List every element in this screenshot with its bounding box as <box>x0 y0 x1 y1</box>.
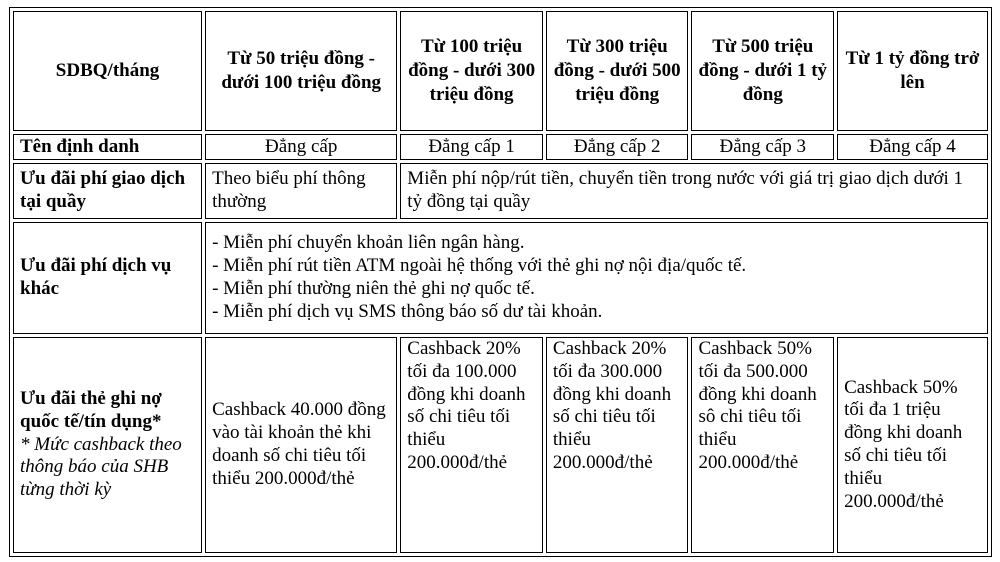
row-label-name: Tên định danh <box>13 134 202 160</box>
card-cashback-cell: Cashback 50% tối đa 500.000 đồng khi doanh sô chi tiêu tối thiểu 200.000đ/thẻ <box>691 337 834 553</box>
tier-name-cell: Đẳng cấp 1 <box>400 134 543 160</box>
list-item: - Miễn phí chuyển khoản liên ngân hàng. <box>212 232 525 254</box>
counter-base-cell: Theo biểu phí thông thường <box>205 163 397 219</box>
header-row <box>13 11 988 131</box>
card-cashback-cell: Cashback 50% tối đa 1 triệu đồng khi doanh số chi tiêu tối thiểu 200.000đ/thẻ <box>837 337 988 553</box>
header-tier-3: Từ 500 triệu đồng - dưới 1 tỷ đồng <box>691 11 834 131</box>
header-tier-4: Từ 1 tỷ đồng trở lên <box>837 11 988 131</box>
tier-name-cell: Đẳng cấp 2 <box>546 134 689 160</box>
card-note: * Mức cashback theo thông báo của SHB từng thời kỳ <box>20 433 182 501</box>
card-cashback-cell: Cashback 20% tối đa 300.000 đồng khi doanh số chi tiêu tối thiểu 200.000đ/thẻ <box>546 337 689 553</box>
card-label: Ưu đãi thẻ ghi nợ quốc tế/tín dụng* <box>20 388 162 432</box>
tier-name-cell: Đẳng cấp <box>205 134 397 160</box>
header-tier-base: Từ 50 triệu đồng - dưới 100 triệu đồng <box>205 11 397 131</box>
table-row-counter <box>13 163 988 219</box>
card-cashback-cell: Cashback 20% tối đa 100.000 đồng khi doanh số chi tiêu tối thiểu 200.000đ/thẻ <box>400 337 543 553</box>
card-cashback-cell: Cashback 40.000 đồng vào tài khoản thẻ khi doanh số chi tiêu tối thiểu 200.000đ/thẻ <box>205 337 397 553</box>
header-sdbq: SDBQ/tháng <box>13 11 202 131</box>
benefits-table-frame <box>9 7 992 557</box>
row-label-other: Ưu đãi phí dịch vụ khác <box>13 222 202 334</box>
benefits-table <box>10 8 991 556</box>
list-item: - Miễn phí thường niên thẻ ghi nợ quốc tế. <box>212 278 535 299</box>
table-row-card <box>13 337 988 553</box>
list-item: - Miễn phí rút tiền ATM ngoài hệ thống với thẻ ghi nợ nội địa/quốc tế. <box>212 255 747 277</box>
counter-premium-cell: Miễn phí nộp/rút tiền, chuyển tiền trong nước với giá trị giao dịch dưới 1 tỷ đồng tại quầy <box>400 163 988 219</box>
tier-name-cell: Đẳng cấp 3 <box>691 134 834 160</box>
other-services-cell <box>205 222 988 334</box>
header-tier-1: Từ 100 triệu đồng - dưới 300 triệu đồng <box>400 11 543 131</box>
table-row-other <box>13 222 988 334</box>
tier-name-cell: Đẳng cấp 4 <box>837 134 988 160</box>
header-tier-2: Từ 300 triệu đồng - dưới 500 triệu đồng <box>546 11 689 131</box>
list-item: - Miễn phí dịch vụ SMS thông báo số dư tài khoản. <box>212 300 603 322</box>
table-row-name <box>13 134 988 160</box>
row-label-counter: Ưu đãi phí giao dịch tại quầy <box>13 163 202 219</box>
row-label-card <box>13 337 202 553</box>
